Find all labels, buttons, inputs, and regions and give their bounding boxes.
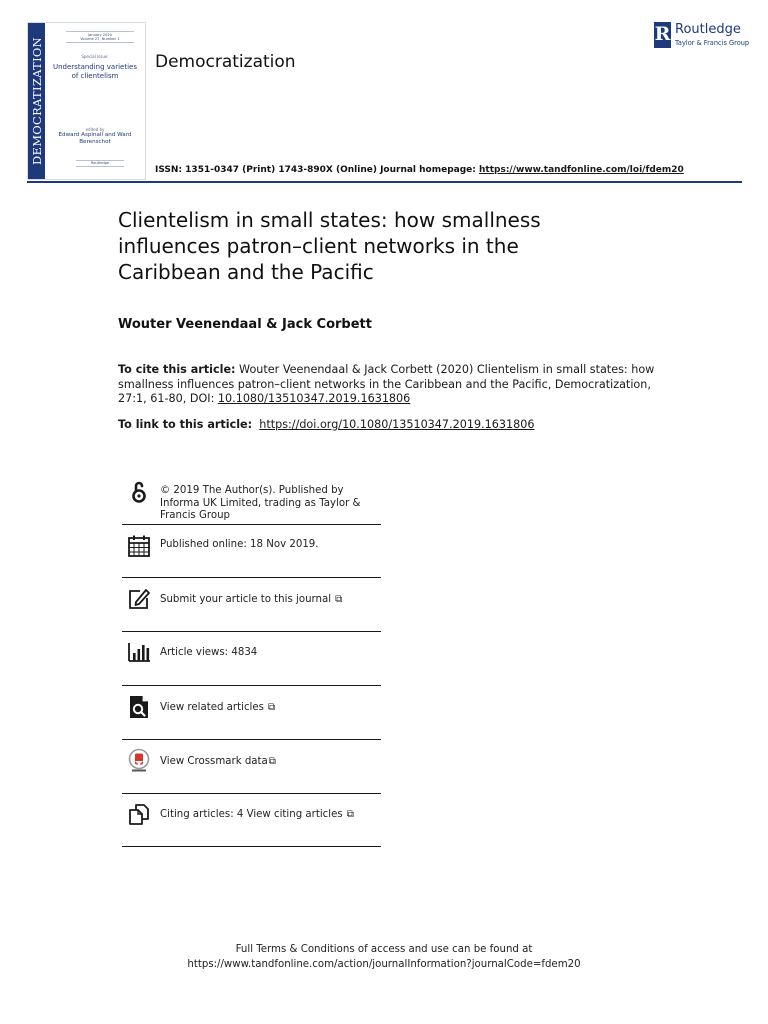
journal-cover-thumbnail[interactable]	[27, 22, 146, 180]
crossmark-row[interactable]	[122, 740, 381, 794]
citation-label: To cite this article:	[118, 363, 236, 376]
bar-chart-icon	[126, 639, 152, 665]
cover-volume-line: Volume 27, Number 1	[80, 37, 120, 42]
license-text: © 2019 The Author(s). Published by Informa UK Limited, trading as Taylor & Francis Group	[160, 485, 361, 521]
cover-edited-by: edited by	[85, 127, 105, 132]
published-date: Published online: 18 Nov 2019.	[160, 539, 319, 550]
external-link-icon: ⧉	[335, 594, 343, 605]
external-link-icon: ⧉	[268, 756, 276, 767]
issn-line	[155, 165, 684, 175]
related-articles-link[interactable]	[160, 702, 275, 715]
citation	[118, 363, 658, 407]
journal-title: Democratization	[155, 52, 296, 72]
crossmark-link[interactable]	[160, 756, 276, 769]
related-articles-icon	[126, 694, 152, 720]
publisher-name: Routledge	[675, 22, 741, 37]
article-link-label: To link to this article:	[118, 418, 253, 431]
issn-text: ISSN: 1351-0347 (Print) 1743-890X (Online) Journal homepage:	[155, 165, 480, 175]
open-access-icon	[126, 479, 152, 505]
cover-editors: Edward Aspinall and Ward Berenschot	[58, 132, 132, 145]
external-link-icon: ⧉	[267, 702, 276, 713]
views-row	[122, 632, 381, 686]
citing-row[interactable]	[122, 794, 381, 847]
submit-article-link[interactable]	[160, 594, 342, 607]
submit-row[interactable]	[122, 578, 381, 632]
citation-doi-link[interactable]: 10.1080/13510347.2019.1631806	[217, 392, 411, 405]
citing-articles-label: Citing articles: 4 View citing articles	[160, 809, 343, 820]
article-title: Clientelism in small states: how smallness influences patron–client networks in the Caribbean and the Pacific	[118, 208, 541, 284]
cover-spine	[28, 23, 45, 179]
article-authors: Wouter Veenendaal & Jack Corbett	[118, 317, 372, 332]
cover-spine-title: DEMOCRATIZATION	[29, 36, 44, 166]
external-link-icon: ⧉	[346, 809, 354, 820]
submit-article-label: Submit your article to this journal	[160, 594, 332, 605]
article-views: Article views: 4834	[160, 647, 258, 658]
cover-date-line: January 2020	[88, 33, 112, 37]
published-row	[122, 525, 381, 578]
calendar-icon	[126, 533, 152, 559]
crossmark-icon	[126, 748, 152, 774]
cover-issue-date	[66, 31, 134, 43]
edit-icon	[126, 586, 152, 612]
cover-special-title: Understanding varieties of clientelism	[52, 63, 137, 80]
publisher-group: Taylor & Francis Group	[675, 39, 750, 47]
article-doi-link[interactable]: https://doi.org/10.1080/13510347.2019.1631806	[259, 418, 535, 431]
citing-articles-link[interactable]	[160, 809, 354, 822]
journal-homepage-link[interactable]: https://www.tandfonline.com/loi/fdem20	[479, 165, 684, 175]
cover-publisher: Routledge	[76, 160, 124, 167]
related-articles-label: View related articles	[160, 702, 264, 713]
terms-text: Full Terms & Conditions of access and use can be found at	[235, 944, 533, 955]
citation-text: Wouter Veenendaal & Jack Corbett (2020) Clientelism in small states: how smallness influences patron–client networks in the Caribbean and the Pacific, Democratization, 27:1, 61-80, DOI:	[118, 363, 655, 405]
header-divider	[27, 181, 742, 183]
citing-articles-icon	[126, 801, 152, 827]
terms-url[interactable]: https://www.tandfonline.com/action/journalInformation?journalCode=fdem20	[187, 959, 581, 970]
crossmark-label: View Crossmark data	[160, 756, 268, 767]
article-info-list	[122, 477, 381, 847]
terms-footer	[0, 942, 768, 972]
license-row	[122, 477, 381, 525]
routledge-logo-icon: R	[654, 22, 671, 48]
article-link-line	[118, 418, 534, 431]
related-row[interactable]	[122, 686, 381, 740]
cover-special-issue: Special Issue:	[81, 54, 109, 59]
